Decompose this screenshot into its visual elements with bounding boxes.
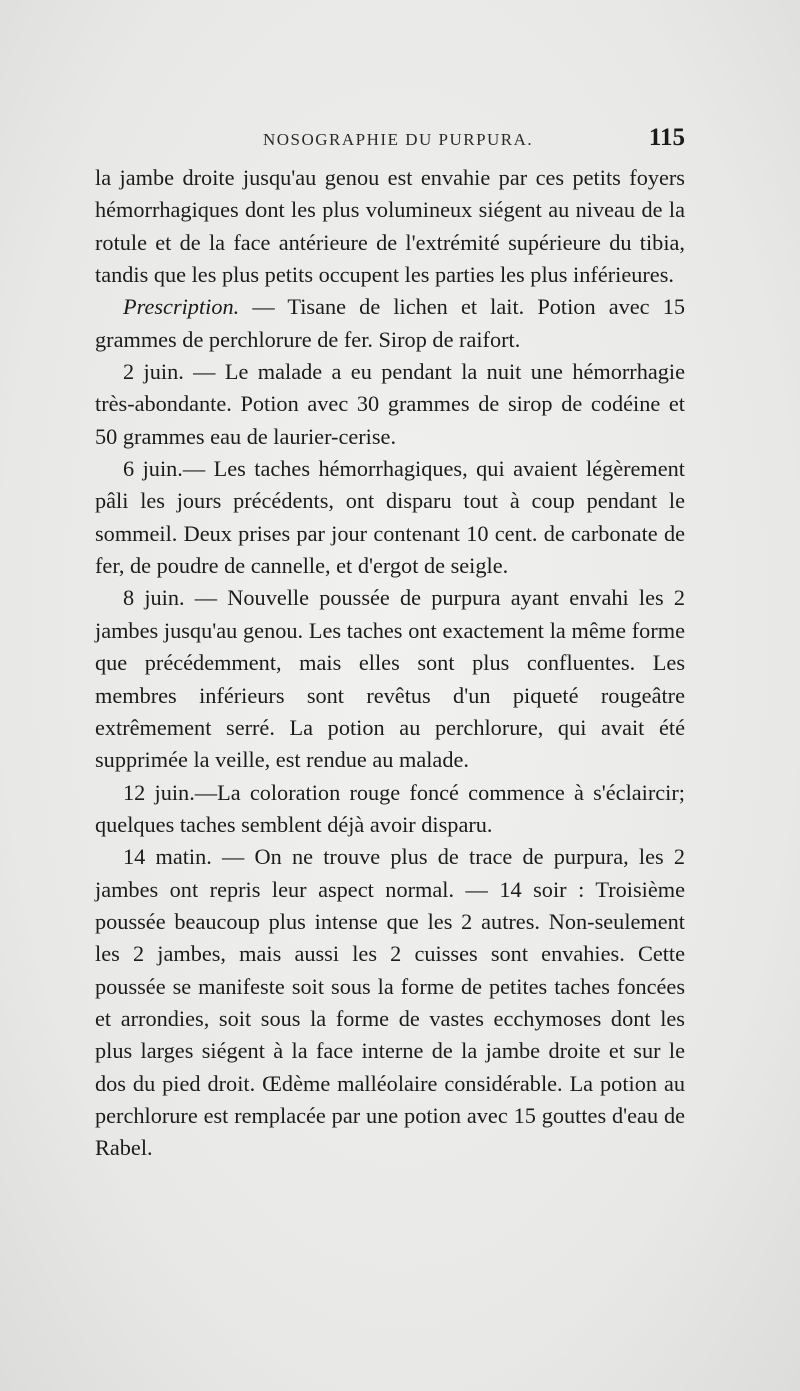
paragraph-12-juin: 12 juin.—La coloration rouge foncé commence à s'éclaircir; quelques taches semblent déjà avoir disparu. — [95, 779, 685, 837]
running-head — [95, 124, 685, 158]
paragraph-continuation: la jambe droite jusqu'au genou est envahie par ces petits foyers hémorrhagiques dont les plus volumineux siégent au niveau de la rotule et de la face antérieure de l'extrémité supérieure du tibia, tandis que les plus petits occupent les parties les plus inférieures. — [95, 165, 685, 288]
prescription-label: Prescription. — [123, 294, 240, 320]
paragraph-2-juin: 2 juin. — Le malade a eu pendant la nuit une hémorrhagie très-abondante. Potion avec 30 grammes de sirop de codéine et 50 grammes eau de laurier-cerise. — [95, 359, 685, 449]
page-number: 115 — [648, 124, 685, 151]
paragraph-6-juin: 6 juin.— Les taches hémorrhagiques, qui avaient légèrement pâli les jours précédents, ont disparu tout à coup pendant le sommeil. Deux prises par jour contenant 10 cent. de carbonate de fer, de poudre de cannelle, et d'ergot de seigle. — [95, 456, 685, 579]
body-text — [95, 162, 685, 1165]
paragraph-14-matin: 14 matin. — On ne trouve plus de trace de purpura, les 2 jambes ont repris leur aspect normal. — 14 soir : Troisième poussée beaucoup plus intense que les 2 autres. Non-seulement les 2 jambes, mais aussi les 2 cuisses sont envahies. Cette poussée se manifeste soit sous la forme de petites taches foncées et arrondies, soit sous la forme de vastes ecchymoses dont les plus larges siégent à la face interne de la jambe droite et sur le dos du pied droit. Œdème malléolaire considérable. La potion au perchlorure est remplacée par une potion avec 15 gouttes d'eau de Rabel. — [95, 844, 685, 1161]
paragraph-prescription — [95, 291, 685, 356]
running-title: NOSOGRAPHIE DU PURPURA. — [263, 130, 534, 149]
paragraph-8-juin: 8 juin. — Nouvelle poussée de purpura ayant envahi les 2 jambes jusqu'au genou. Les taches ont exactement la même forme que précédemment, mais elles sont plus confluentes. Les membres inférieurs sont revêtus d'un piqueté rougeâtre extrêmement serré. La potion au perchlorure, qui avait été supprimée la veille, est rendue au malade. — [95, 585, 685, 773]
prescription-text: — Tisane de lichen et lait. Potion avec 15 grammes de perchlorure de fer. Sirop de raifort. — [95, 294, 685, 352]
